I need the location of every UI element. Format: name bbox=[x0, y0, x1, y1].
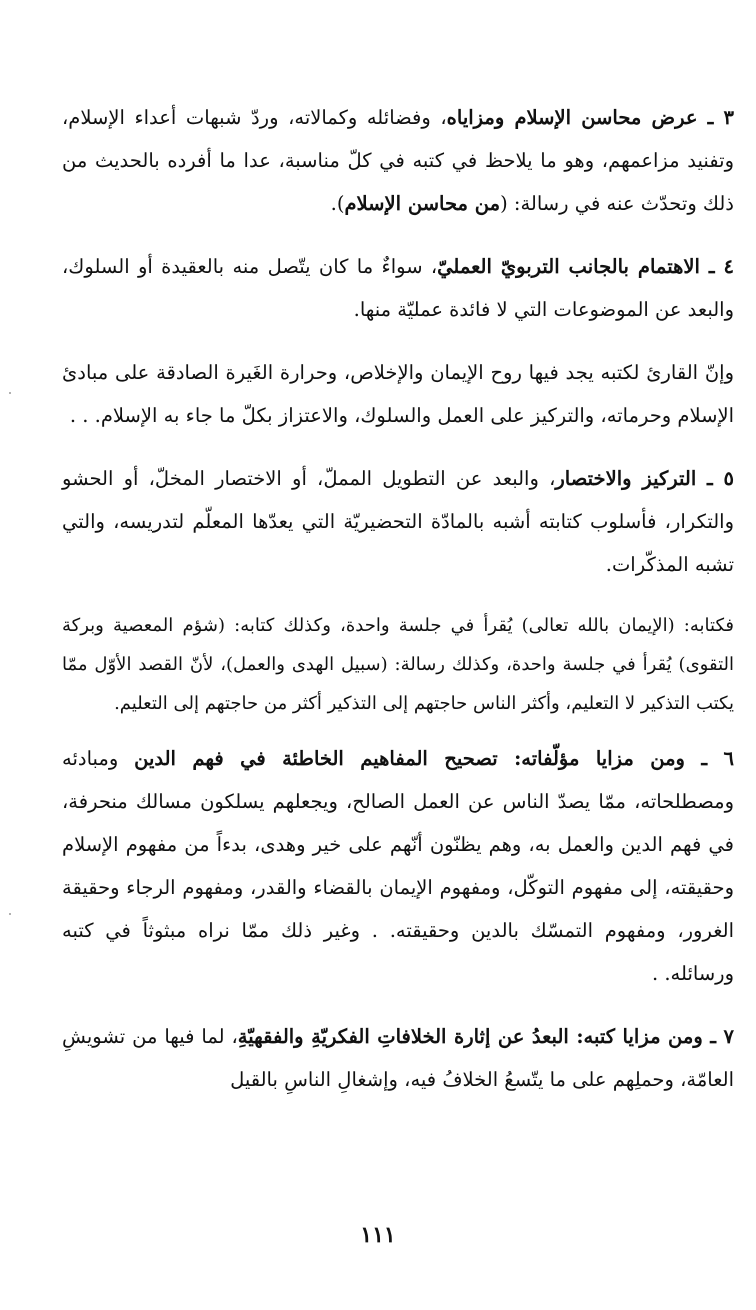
paragraph-6-heading: ٦ ـ ومن مزايا مؤلّفاته: تصحيح المفاهيم الخاطئة في فهم الدين bbox=[134, 747, 734, 770]
page-body bbox=[62, 96, 734, 1121]
paragraph-3 bbox=[62, 351, 734, 437]
paragraph-7 bbox=[62, 1015, 734, 1101]
paragraph-6 bbox=[62, 737, 734, 995]
paragraph-1 bbox=[62, 96, 734, 225]
paragraph-2-heading: ٤ ـ الاهتمام بالجانب التربويّ العمليّ bbox=[437, 255, 734, 278]
paragraph-6-text: ومبادئه ومصطلحاته، ممّا يصدّ الناس عن العمل الصالح، ويجعلهم يسلكون مسالك منحرفة، في فهم الدين والعمل به، وهم يظنّون أنّهم على خير وهدى، بدءاً من مفهوم الإسلام وحقيقته، إلى مفهوم التوكّل، ومفهوم الإيمان بالقضاء والقدر، ومفهوم الرجاء وحقيقة الغرور، ومفهوم التمسّك بالدين وحقيقته. . وغير ذلك ممّا نراه مبثوثاً في كتبه ورسائله. . bbox=[62, 747, 734, 985]
paragraph-4 bbox=[62, 457, 734, 586]
paragraph-5-text: فكتابه: (الإيمان بالله تعالى) يُقرأ في جلسة واحدة، وكذلك كتابه: (شؤم المعصية وبركة التقوى) يُقرأ في جلسة واحدة، وكذلك رسالة: (سبيل الهدى والعمل)، لأنّ القصد الأوّل ممّا يكتب التذكير لا التعليم، وأكثر الناس حاجتهم إلى التذكير أكثر من حاجتهم إلى التعليم. bbox=[62, 615, 734, 714]
paragraph-1-text: ، وفضائله وكمالاته، وردّ شبهات أعداء الإسلام، وتفنيد مزاعمهم، وهو ما يلاحظ في كتبه في كلّ مناسبة، عدا ما أفرده بالحديث من ذلك وتحدّث عنه في رسالة: ( bbox=[62, 106, 734, 215]
paragraph-7-heading: ٧ ـ ومن مزايا كتبه: البعدُ عن إثارة الخلافاتِ الفكريّةِ والفقهيّةِ bbox=[237, 1025, 734, 1048]
page-number: ١١١ bbox=[360, 1222, 396, 1248]
paragraph-1-heading: ٣ ـ عرض محاسن الإسلام ومزاياه bbox=[446, 106, 735, 129]
paragraph-1-text-end: ). bbox=[330, 192, 345, 215]
paragraph-2 bbox=[62, 245, 734, 331]
paragraph-1-title-ref: من محاسن الإسلام bbox=[344, 192, 501, 215]
paragraph-2-text: ، سواءٌ ما كان يتّصل منه بالعقيدة أو السلوك، والبعد عن الموضوعات التي لا فائدة عمليّة منها. bbox=[62, 255, 734, 321]
paragraph-3-text: وإنّ القارئ لكتبه يجد فيها روح الإيمان والإخلاص، وحرارة الغَيرة الصادقة على مبادئ الإسلام وحرماته، والتركيز على العمل والسلوك، والاعتزاز بكلّ ما جاء به الإسلام. . . bbox=[62, 361, 734, 427]
paragraph-4-text: ، والبعد عن التطويل المملّ، أو الاختصار المخلّ، أو الحشو والتكرار، فأسلوب كتابته أشبه بالمادّة التحضيريّة التي يعدّها المعلّم لتدريسه، والتي تشبه المذكّرات. bbox=[62, 467, 734, 576]
paragraph-5 bbox=[62, 606, 734, 723]
scan-speck bbox=[9, 913, 11, 915]
paragraph-7-text: ، لما فيها من تشويشِ العامّة، وحملِهم على ما يتّسعُ الخلافُ فيه، وإشغالِ الناسِ بالقيل bbox=[62, 1025, 734, 1091]
scan-speck bbox=[9, 392, 11, 394]
paragraph-4-heading: ٥ ـ التركيز والاختصار bbox=[555, 467, 735, 490]
